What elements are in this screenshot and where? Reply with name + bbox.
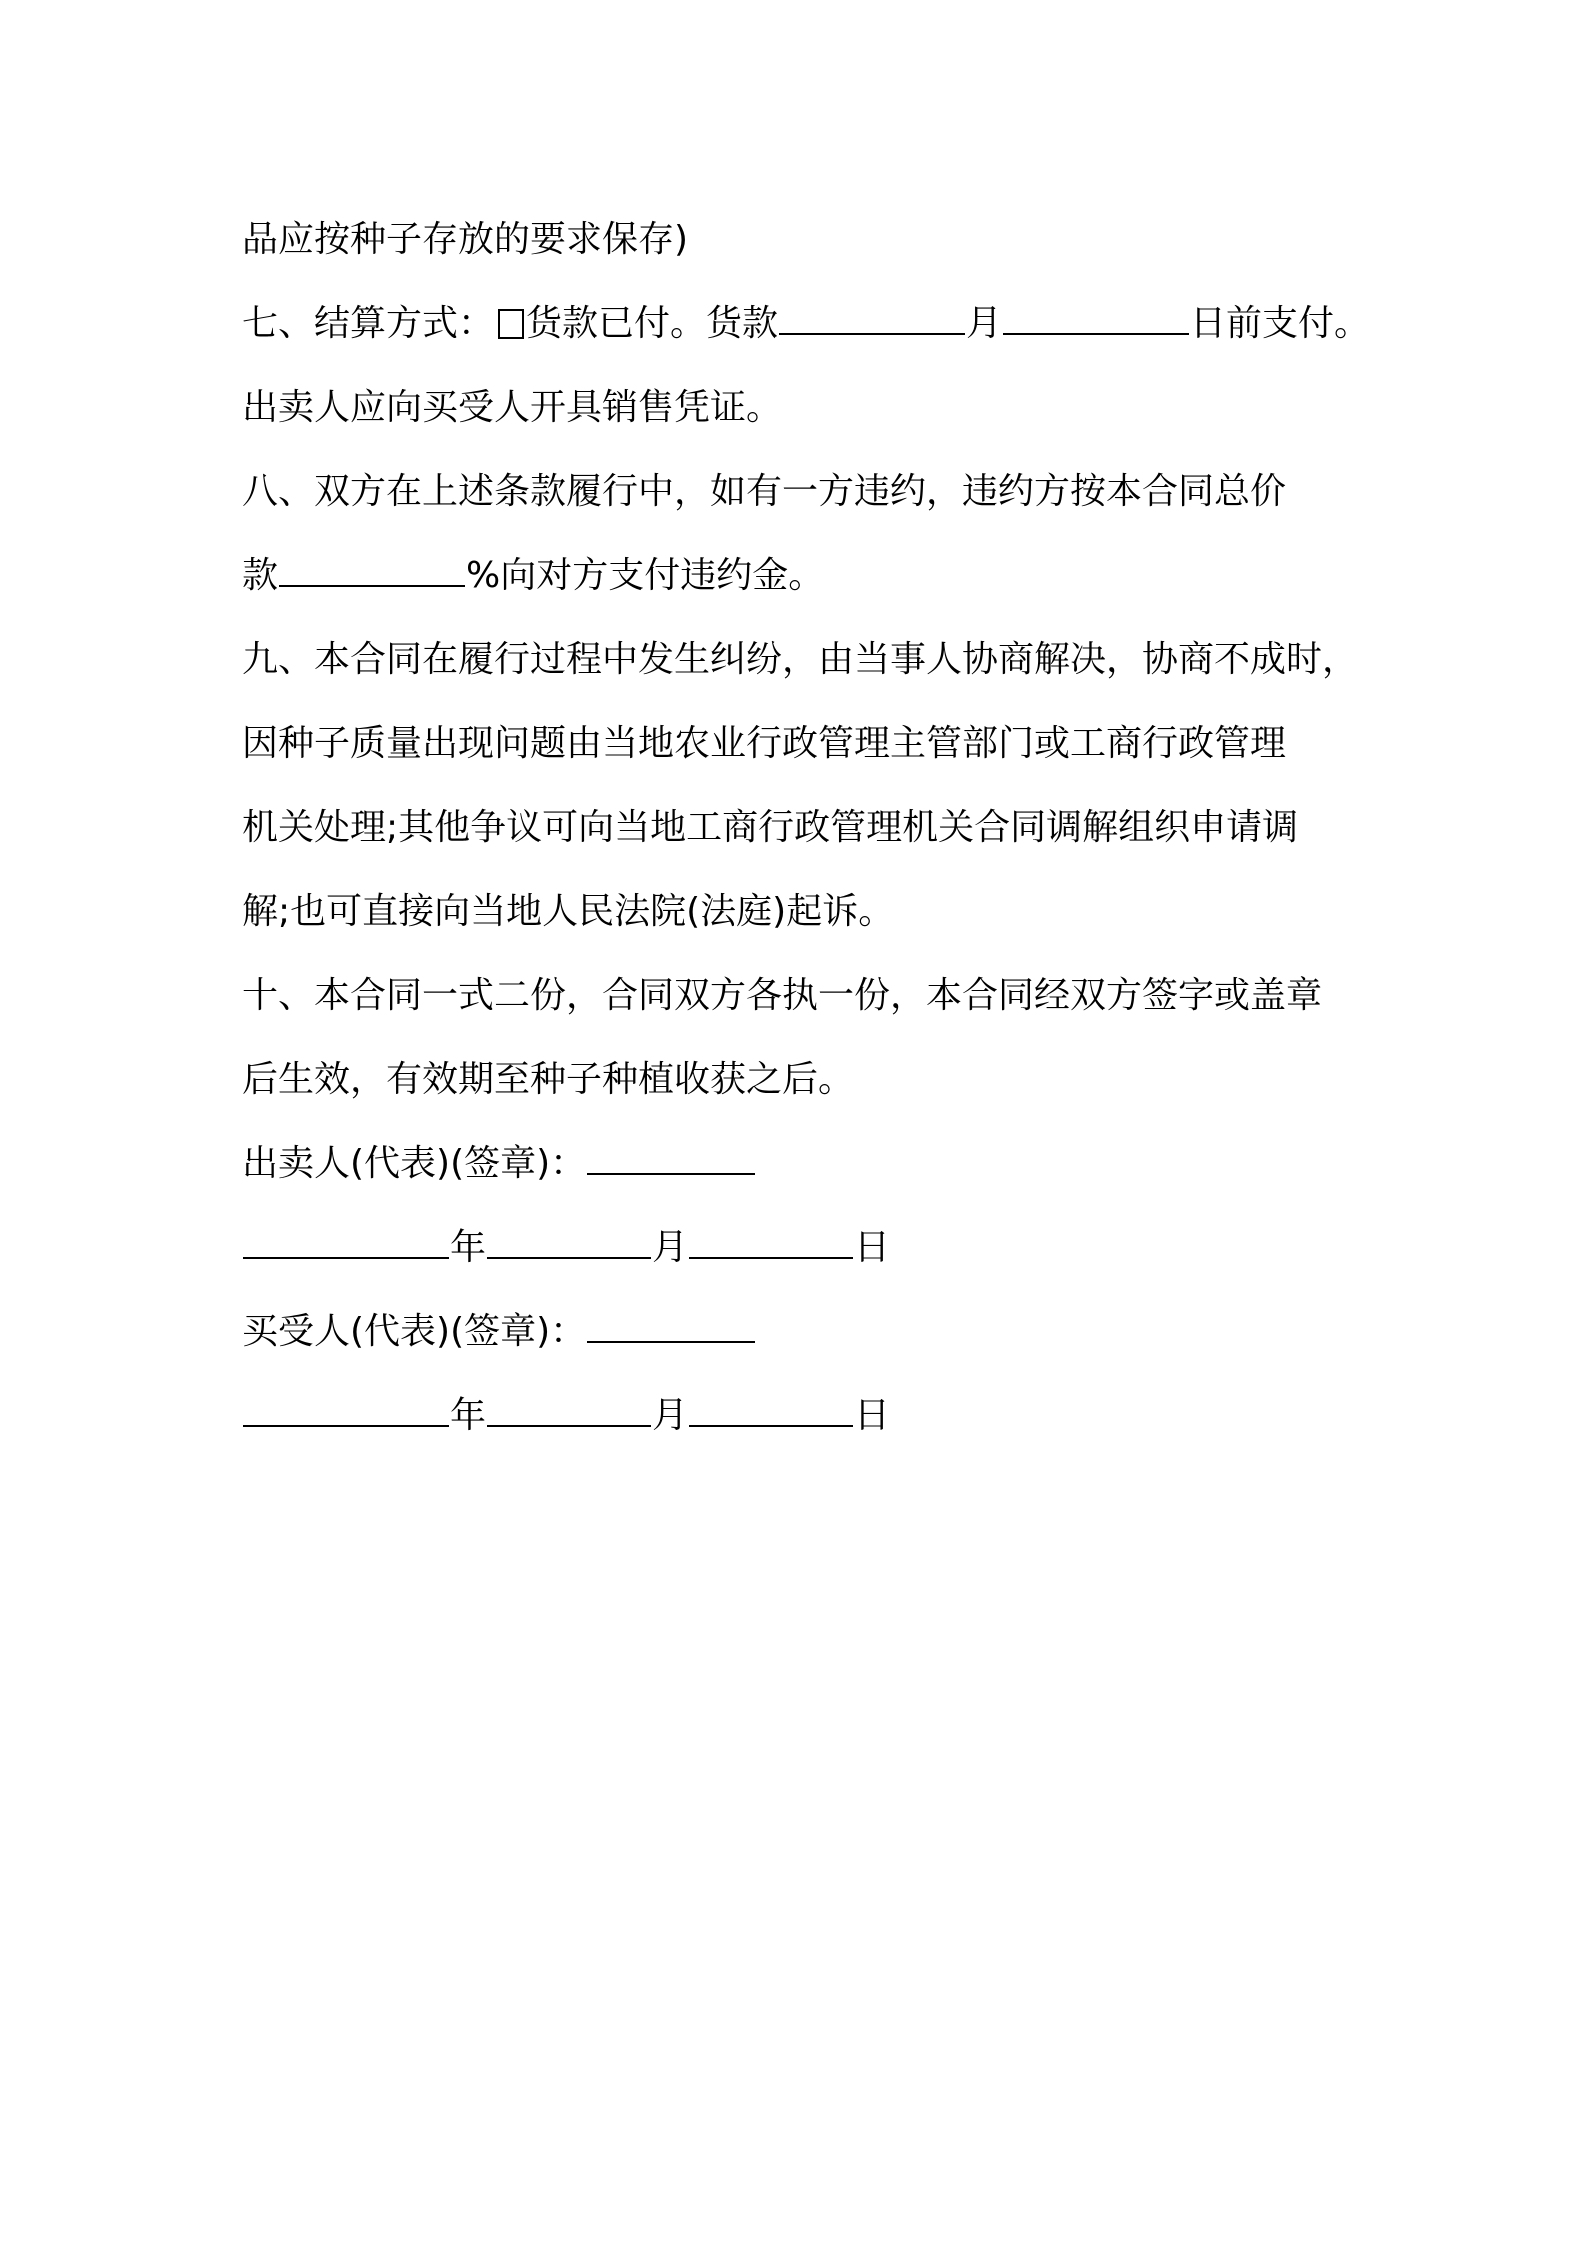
text-line: 机关处理;其他争议可向当地工商行政管理机关合同调解组织申请调 bbox=[242, 807, 1299, 848]
clause-nine-line-4 bbox=[242, 870, 1362, 954]
seller-year-blank[interactable] bbox=[243, 1227, 449, 1259]
clause-six-tail bbox=[242, 198, 1362, 282]
text-segment: 日前支付。 bbox=[1190, 303, 1371, 344]
seller-signature-label: 出卖人(代表)(签章)： bbox=[242, 1143, 587, 1184]
text-line: 因种子质量出现问题由当地农业行政管理主管部门或工商行政管理 bbox=[242, 723, 1287, 764]
clause-eight-line-2 bbox=[242, 534, 1362, 618]
clause-nine-line-2 bbox=[242, 702, 1362, 786]
buyer-signature-line bbox=[242, 1290, 1362, 1374]
text-segment: 日 bbox=[854, 1395, 891, 1436]
text-segment: 月 bbox=[652, 1395, 689, 1436]
text-segment: 月 bbox=[966, 303, 1003, 344]
clause-ten-line-1 bbox=[242, 954, 1362, 1038]
document-body bbox=[242, 198, 1371, 1458]
seller-signature-blank[interactable] bbox=[587, 1143, 755, 1175]
clause-nine-line-1 bbox=[242, 618, 1362, 702]
penalty-percent-blank[interactable] bbox=[279, 555, 465, 587]
text-line: 解;也可直接向当地人民法院(法庭)起诉。 bbox=[242, 891, 895, 932]
seller-date-line bbox=[242, 1206, 1362, 1290]
clause-nine-line-3 bbox=[242, 786, 1362, 870]
payment-month-blank[interactable] bbox=[779, 303, 965, 335]
text-line: 后生效，有效期至种子种植收获之后。 bbox=[242, 1059, 855, 1100]
text-segment: 货款已付。货款 bbox=[526, 303, 779, 344]
text-line: 十、本合同一式二份，合同双方各执一份，本合同经双方签字或盖章 bbox=[242, 975, 1323, 1016]
text-segment: 日 bbox=[854, 1227, 891, 1268]
buyer-month-blank[interactable] bbox=[487, 1395, 651, 1427]
seller-month-blank[interactable] bbox=[487, 1227, 651, 1259]
clause-eight-line-1 bbox=[242, 450, 1362, 534]
buyer-day-blank[interactable] bbox=[689, 1395, 853, 1427]
clause-seven-receipt bbox=[242, 366, 1362, 450]
text-segment: 月 bbox=[652, 1227, 689, 1268]
seller-signature-line bbox=[242, 1122, 1362, 1206]
buyer-signature-blank[interactable] bbox=[587, 1311, 755, 1343]
buyer-year-blank[interactable] bbox=[243, 1395, 449, 1427]
text-line: 八、双方在上述条款履行中，如有一方违约，违约方按本合同总价 bbox=[242, 471, 1287, 512]
payment-checkbox[interactable] bbox=[498, 309, 524, 339]
payment-day-blank[interactable] bbox=[1003, 303, 1189, 335]
text-segment: 款 bbox=[242, 555, 279, 596]
text-segment: 年 bbox=[450, 1395, 487, 1436]
clause-ten-line-2 bbox=[242, 1038, 1362, 1122]
text-segment: 年 bbox=[450, 1227, 487, 1268]
buyer-date-line bbox=[242, 1374, 1362, 1458]
clause-seven-settlement bbox=[242, 282, 1371, 366]
text-segment: 七、结算方式： bbox=[242, 303, 495, 344]
text-segment: %向对方支付违约金。 bbox=[466, 555, 825, 596]
seller-day-blank[interactable] bbox=[689, 1227, 853, 1259]
buyer-signature-label: 买受人(代表)(签章)： bbox=[242, 1311, 587, 1352]
text-line: 九、本合同在履行过程中发生纠纷，由当事人协商解决，协商不成时， bbox=[242, 639, 1359, 680]
text-line: 出卖人应向买受人开具销售凭证。 bbox=[242, 387, 783, 428]
text-line: 品应按种子存放的要求保存) bbox=[242, 219, 689, 260]
